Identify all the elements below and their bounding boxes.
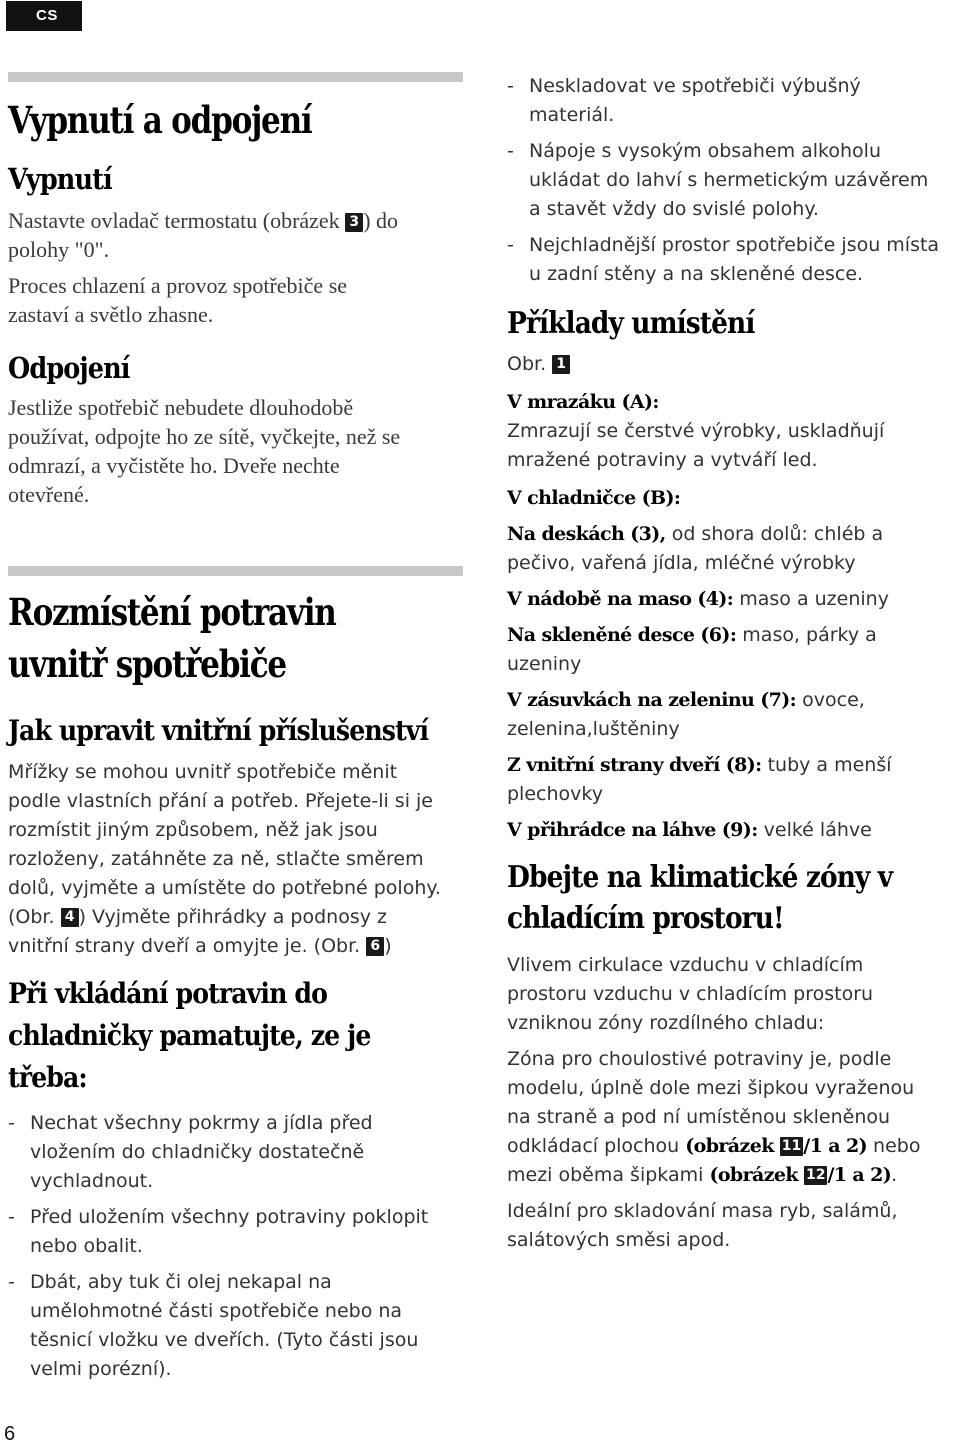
text-line: plechovky xyxy=(507,783,603,805)
text-line: Jestliže spotřebič nebudete dlouhodobě xyxy=(8,395,354,420)
text-line: u zadní stěny a na skleněné desce. xyxy=(529,263,864,285)
text-line: mezi oběma šipkami (obrázek 12 /1 a 2). xyxy=(507,1164,898,1186)
heading-priklady: Příklady umístění xyxy=(507,306,755,341)
text-line: Obr. 1 xyxy=(507,350,960,379)
text-line: Nechat všechny pokrmy a jídla před xyxy=(30,1112,373,1134)
bullet-dash: - xyxy=(507,234,514,256)
bullet-dash: - xyxy=(8,1206,15,1228)
text-line: materiál. xyxy=(529,104,615,126)
text-line: otevřené. xyxy=(8,482,90,507)
text-line: polohy "0". xyxy=(8,237,110,262)
text-line: rozloženy, zatáhněte za ně, stlačte směrem xyxy=(8,848,424,870)
text-line: uzeniny xyxy=(507,653,582,675)
text-line: V nádobě na maso (4): maso a uzeniny xyxy=(507,588,889,610)
text-line: odkládací plochou (obrázek 11 /1 a 2) nebo xyxy=(507,1135,921,1157)
text-line: nebo obalit. xyxy=(30,1235,143,1257)
text-line: a stavět vždy do svislé polohy. xyxy=(529,198,819,220)
text-line: dolů, vyjměte a umístěte do potřebné polohy. xyxy=(8,877,441,899)
list-item xyxy=(8,1109,463,1196)
text-line: Zóna pro choulostivé potraviny je, podle xyxy=(507,1048,892,1070)
text-line: Nastavte ovladač termostatu (obrázek 3 ) do xyxy=(8,208,399,233)
text-line: odmrazí, a vyčistěte ho. Dveře nechte xyxy=(8,453,340,478)
heading-vypnuti: Vypnutí xyxy=(8,162,112,196)
text-line: Z vnitřní strany dveří (8): tuby a menší xyxy=(507,754,892,776)
right-column xyxy=(507,72,960,1255)
bullet-dash: - xyxy=(8,1112,15,1134)
section-title-rozmisteni-2: uvnitř spotřebiče xyxy=(8,642,286,686)
text-line: Před uložením všechny potraviny poklopit xyxy=(30,1206,429,1228)
text-line: vychladnout. xyxy=(30,1170,154,1192)
text-line: Vlivem cirkulace vzduchu v chladícím xyxy=(507,954,864,976)
text-line: (Obr. 4 ) Vyjměte přihrádky a podnosy z xyxy=(8,906,387,928)
heading-pamatujte-2: chladničky pamatujte, ze je xyxy=(8,1019,371,1052)
text-line: vnitřní strany dveří a omyjte je. (Obr. 6 ) xyxy=(8,935,392,957)
page-number: 6 xyxy=(4,1423,16,1445)
text-line: Dbát, aby tuk či olej nekapal na xyxy=(30,1271,332,1293)
text-line: umělohmotné části spotřebiče nebo na xyxy=(30,1300,403,1322)
text-line: vzniknou zóny rozdílného chladu: xyxy=(507,1012,825,1034)
heading-pamatujte: Při vkládání potravin do xyxy=(8,977,328,1010)
list-item xyxy=(507,137,960,224)
heading-prislusenstvi: Jak upravit vnitřní příslušenství xyxy=(8,714,429,747)
heading-klimaticke-zony-2: chladícím prostoru! xyxy=(507,901,784,936)
list-item xyxy=(8,1268,463,1384)
figure-ref-6: 6 xyxy=(366,937,384,956)
text-line: V zásuvkách na zeleninu (7): ovoce, xyxy=(507,689,865,711)
text-line: rozmístit jiným způsobem, něž jak jsou xyxy=(8,819,378,841)
text-line: Proces chlazení a provoz spotřebiče se xyxy=(8,273,348,298)
text-line: V přihrádce na láhve (9): velké láhve xyxy=(507,819,872,841)
text-line: mražené potraviny a vytváří led. xyxy=(507,449,818,471)
section-title-vypnuti-odpojeni: Vypnutí a odpojení xyxy=(8,98,312,142)
section-title-rozmisteni: Rozmístění potravin xyxy=(8,590,336,634)
bullet-dash: - xyxy=(507,75,514,97)
text-line: Ideální pro skladování masa ryb, salámů, xyxy=(507,1200,898,1222)
text-line: těsnicí vložku ve dveřích. (Tyto části jsou xyxy=(30,1329,419,1351)
text-line: Neskladovat ve spotřebiči výbušný xyxy=(529,75,861,97)
text-line: Zmrazují se čerstvé výrobky, uskladňují xyxy=(507,420,885,442)
text-line: ukládat do lahví s hermetickým uzávěrem xyxy=(529,169,929,191)
text-line: Mřížky se mohou uvnitř spotřebiče měnit xyxy=(8,761,398,783)
text-line: používat, odpojte ho ze sítě, vyčkejte, než se xyxy=(8,424,401,449)
left-column xyxy=(8,72,463,1384)
list-item xyxy=(507,72,960,130)
bullet-dash: - xyxy=(507,140,514,162)
text-line: Nápoje s vysokým obsahem alkoholu xyxy=(529,140,881,162)
text-line: podle vlastních přání a potřeb. Přejete-li si je xyxy=(8,790,433,812)
text-line: vložením do chladničky dostatečně xyxy=(30,1141,365,1163)
figure-ref-11: 11 xyxy=(781,1138,802,1154)
section-rule xyxy=(8,566,463,576)
heading-pamatujte-3: třeba: xyxy=(8,1061,87,1094)
figure-ref-1: 1 xyxy=(552,355,570,374)
text-line: Nejchladnější prostor spotřebiče jsou místa xyxy=(529,234,940,256)
text-line: Na skleněné desce (6): maso, párky a xyxy=(507,624,877,646)
text-line: prostoru vzduchu v chladícím prostoru xyxy=(507,983,874,1005)
section-rule xyxy=(8,72,463,82)
figure-ref-12: 12 xyxy=(805,1167,826,1183)
text-line: V mrazáku (A): xyxy=(507,391,659,413)
language-tab: CS xyxy=(6,1,82,31)
text-line: modelu, úplně dole mezi šipkou vyraženou xyxy=(507,1077,915,1099)
heading-klimaticke-zony: Dbejte na klimatické zóny v xyxy=(507,860,893,895)
text-line: pečivo, vařená jídla, mléčné výrobky xyxy=(507,552,856,574)
text-line: salátových směsi apod. xyxy=(507,1229,731,1251)
text-line: zastaví a světlo zhasne. xyxy=(8,302,214,327)
text-line: velmi porézní). xyxy=(30,1358,172,1380)
list-item xyxy=(8,1203,463,1261)
text-line: V chladničce (B): xyxy=(507,487,681,509)
bullet-dash: - xyxy=(8,1271,15,1293)
figure-ref-4: 4 xyxy=(61,908,79,927)
list-item xyxy=(507,231,960,289)
text-line: na straně a pod ní umístěnou skleněnou xyxy=(507,1106,891,1128)
heading-odpojeni: Odpojení xyxy=(8,351,130,385)
text-line: Na deskách (3), od shora dolů: chléb a xyxy=(507,523,884,545)
text-line: zelenina,luštěniny xyxy=(507,718,680,740)
figure-ref-3: 3 xyxy=(345,213,363,232)
